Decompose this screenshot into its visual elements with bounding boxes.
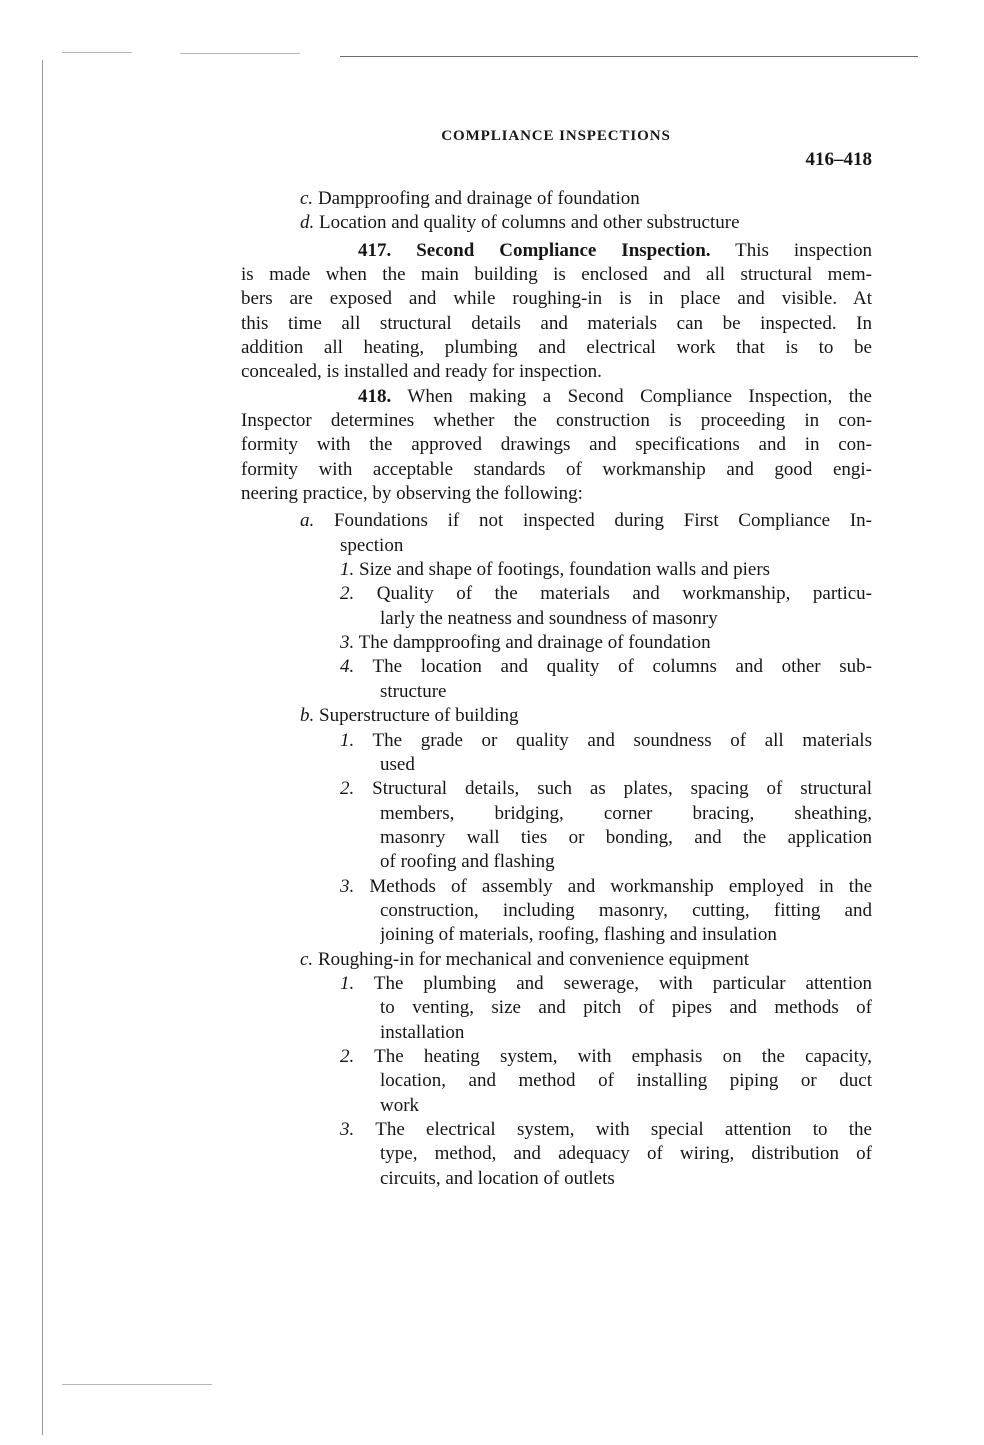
item-a-line: a. Foundations if not inspected during First Compliance In- — [300, 510, 872, 532]
para-417-line: bers are exposed and while roughing-in is in place and visible. At — [241, 288, 872, 310]
sub-item-label: 4. — [340, 656, 355, 678]
para-417-line: concealed, is installed and ready for inspection. — [241, 361, 602, 383]
sub-item-label: 2. — [340, 778, 355, 800]
item-b-sub-2-line: masonry wall ties or bonding, and the application — [380, 826, 872, 848]
sub-item-label: 3. — [340, 875, 355, 897]
sub-item-label: 2. — [340, 1046, 355, 1068]
item-c-sub-2-line: work — [380, 1094, 420, 1116]
sub-item-label: 1. — [340, 729, 355, 751]
item-c-sub-1-line: 1. The plumbing and sewerage, with particular attention — [340, 973, 872, 995]
para-418-line: neering practice, by observing the following: — [241, 483, 583, 505]
para-417-line: this time all structural details and materials can be inspected. In — [241, 312, 872, 334]
running-head: COMPLIANCE INSPECTIONS — [441, 128, 671, 144]
item-a-sub-4-line: 4. The location and quality of columns and other sub- — [340, 656, 872, 678]
item-b-sub-2-line: members, bridging, corner bracing, sheathing, — [380, 802, 872, 824]
item-b-sub-2-line: of roofing and flashing — [380, 851, 555, 873]
item-c-sub-1-line: to venting, size and pitch of pipes and methods of — [380, 997, 872, 1019]
item-c-sub-1-line: installation — [380, 1021, 465, 1043]
item-c-sub-2-line: 2. The heating system, with emphasis on the capacity, — [340, 1046, 872, 1068]
para-418-line: Inspector determines whether the construction is proceeding in con- — [241, 410, 872, 432]
sub-item-label: 3. — [340, 632, 355, 654]
item-a-sub-4-line: structure — [380, 680, 447, 702]
sub-item-label: 3. — [340, 1119, 355, 1141]
para-417-line: is made when the main building is enclosed and all structural mem- — [241, 263, 872, 285]
sub-item-label: 1. — [340, 973, 355, 995]
item-label: b. — [300, 705, 315, 727]
item-b-sub-3-line: construction, including masonry, cutting, fitting and — [380, 899, 872, 921]
sub-item-label: 2. — [340, 583, 355, 605]
para-417-line: 417. Second Compliance Inspection. This inspection — [358, 239, 872, 261]
item-label: a. — [300, 510, 315, 532]
item-a-sub-1-line: 1. Size and shape of footings, foundation walls and piers — [340, 559, 771, 581]
item-a-sub-2-line: larly the neatness and soundness of masonry — [380, 607, 718, 629]
item-b-sub-3-line: 3. Methods of assembly and workmanship employed in the — [340, 875, 872, 897]
para-418-line: formity with acceptable standards of workmanship and good engi- — [241, 458, 872, 480]
para-418-line: 418. When making a Second Compliance Inspection, the — [358, 385, 872, 407]
item-c-sub-2-line: location, and method of installing piping or duct — [380, 1070, 872, 1092]
item-b-sub-2-line: 2. Structural details, such as plates, spacing of structural — [340, 778, 872, 800]
item-b-sub-1-line: used — [380, 753, 415, 775]
carryover-item-c: c. Dampproofing and drainage of foundation — [300, 188, 640, 209]
item-c-line: c. Roughing-in for mechanical and convenience equipment — [300, 948, 749, 970]
item-c-sub-3-line: type, method, and adequacy of wiring, distribution of — [380, 1143, 872, 1165]
item-label: c. — [300, 948, 314, 970]
item-a-sub-2-line: 2. Quality of the materials and workmanship, particu- — [340, 583, 872, 605]
para-418-line: formity with the approved drawings and specifications and in con- — [241, 434, 872, 456]
item-label: c. — [300, 188, 314, 209]
sub-item-label: 1. — [340, 559, 355, 581]
para-417-heading: 417. Second Compliance Inspection. — [358, 239, 711, 261]
item-c-sub-3-line: circuits, and location of outlets — [380, 1167, 615, 1189]
item-label: d. — [300, 212, 315, 234]
item-a-line: spection — [340, 534, 404, 556]
para-418-number: 418. — [358, 385, 392, 407]
item-b-line: b. Superstructure of building — [300, 705, 519, 727]
item-b-sub-3-line: joining of materials, roofing, flashing and insulation — [380, 924, 777, 946]
item-b-sub-1-line: 1. The grade or quality and soundness of all materials — [340, 729, 872, 751]
item-a-sub-3-line: 3. The dampproofing and drainage of foundation — [340, 632, 711, 654]
carryover-item-d: d. Location and quality of columns and other substructure — [300, 212, 740, 234]
section-range: 416–418 — [805, 149, 872, 170]
para-417-line: addition all heating, plumbing and electrical work that is to be — [241, 337, 872, 359]
item-c-sub-3-line: 3. The electrical system, with special attention to the — [340, 1119, 872, 1141]
